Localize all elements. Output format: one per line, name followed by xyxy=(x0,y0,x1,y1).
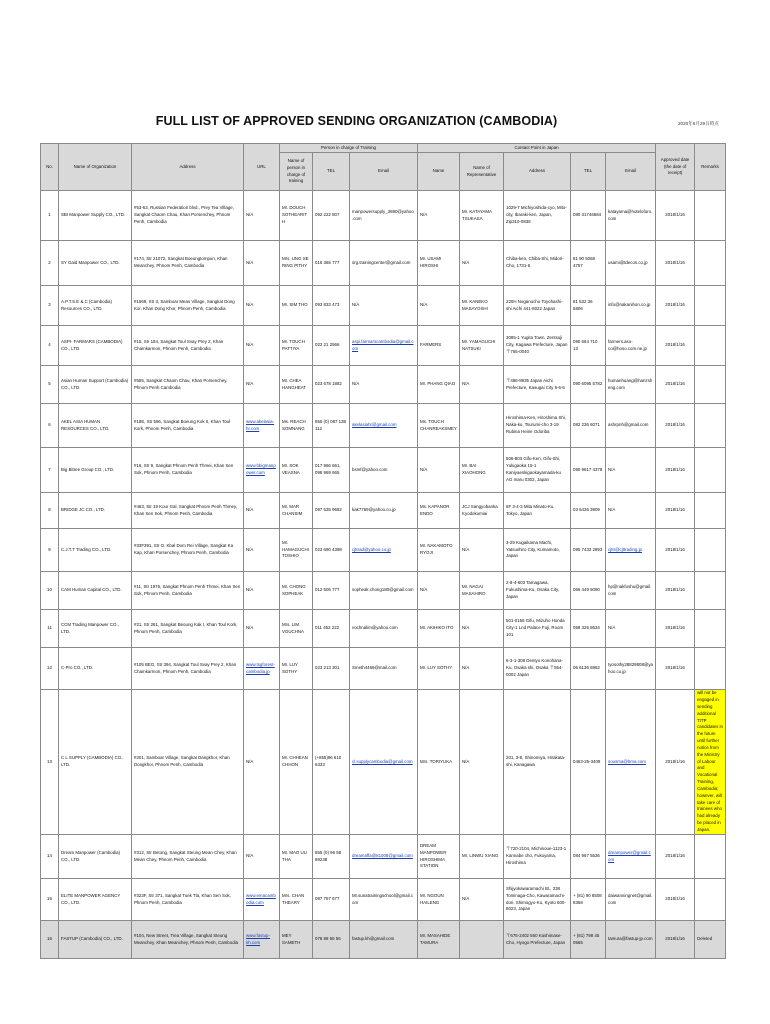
cell-address-jp: Hiroshima-Ken, Hiroshima Shi, Naka-ku, Tsurumi-cho 3-19 Rubina Heine Odoriba xyxy=(504,404,571,448)
cell-org: A.P.T.S.E & C (Cambodia) Resources CO., LTD. xyxy=(59,286,132,326)
table-row xyxy=(41,448,726,493)
cell-approved: 2018/1/16 xyxy=(656,404,695,448)
cell-remarks xyxy=(695,448,726,493)
cell-rep: Mr. NAGAI MASAHIRO xyxy=(460,572,504,610)
cell-no: 1 xyxy=(41,191,59,241)
col-tel-jp: TEL xyxy=(571,153,606,191)
cell-no: 5 xyxy=(41,366,59,404)
cell-tel: 012 505 777 xyxy=(313,572,350,610)
cell-address-jp: 1029-7 Michiyoshida-cyo, Mito-city, Ibaraki-ken, Japan, Zip310-0836 xyxy=(504,191,571,241)
cell-url: N/A xyxy=(244,326,280,366)
cell-url: N/A xyxy=(244,529,280,572)
cell-name: FARMERS xyxy=(418,326,460,366)
website-link[interactable]: www.emacambodia.com xyxy=(246,892,276,905)
cell-name: N/A xyxy=(418,286,460,326)
cell-rep: N/A xyxy=(460,241,504,286)
col-approved: Approved date (the date of receipt) xyxy=(656,144,695,191)
cell-tel-jp: 058 326 8634 xyxy=(571,610,606,648)
cell-tel-jp: 090 9617 4378 xyxy=(571,448,606,493)
cell-rep: N/A xyxy=(460,690,504,835)
cell-tel-jp: 06 6136 6962 xyxy=(571,648,606,690)
cell-email-jp: hp@nakfoshu@gmail.com xyxy=(606,572,656,610)
cell-approved: 2018/1/16 xyxy=(656,241,695,286)
table-row xyxy=(41,366,726,404)
email-link[interactable]: dreampower@gmail.com xyxy=(608,849,651,862)
cell-address: #323F, Str 371, Sangkat Tuek Tla, Khan Sen Sok, Phnom Penh, Cambodia xyxy=(132,879,244,921)
cell-url: N/A xyxy=(244,241,280,286)
cell-address-jp: 6F 3-4-3 Mita Minato-Ku, Tokyo, Japan xyxy=(504,493,571,529)
cell-no: 6 xyxy=(41,404,59,448)
cell-email: Smeth4469@mail.com xyxy=(350,648,418,690)
cell-email: kak7769@yahoo.co.jp xyxy=(350,493,418,529)
col-rep: Name of Representative xyxy=(460,153,504,191)
cell-remarks xyxy=(695,241,726,286)
col-group-contact: Contact Point in Japan xyxy=(418,144,656,153)
email-link[interactable]: cjttrad@yahoo.co.jp xyxy=(352,546,391,552)
cell-name: Mr. MASAHIDE TAMURA xyxy=(418,921,460,959)
cell-remarks xyxy=(695,191,726,241)
cell-no: 8 xyxy=(41,493,59,529)
cell-org: CAM Human Capital CO., LTD. xyxy=(59,572,132,610)
email-link[interactable]: cjttr@cjttrading.jp xyxy=(608,546,642,552)
cell-tel: (+855)96 610 6333 xyxy=(313,690,350,835)
cell-approved: 2018/1/16 xyxy=(656,286,695,326)
cell-tel-jp: 084 967 5536 xyxy=(571,835,606,879)
cell-address-jp: 220H Noganocho Toyohashi-shi Aichi 441-8022 Japan xyxy=(504,286,571,326)
col-address-jp: Address xyxy=(504,153,571,191)
cell-email-jp: tyosothy28829808@yahoo.co.jp xyxy=(606,648,656,690)
table-row xyxy=(41,493,726,529)
cell-email-jp: katayama@hotelofuro.com xyxy=(606,191,656,241)
cell-approved: 2018/1/16 xyxy=(656,879,695,921)
cell-org: SBI Manpower Supply CO., LTD. xyxy=(59,191,132,241)
table-row xyxy=(41,241,726,286)
cell-address-jp: 201, 3-8, Shinomiya, Hirakata-shi, Kanagawa xyxy=(504,690,571,835)
cell-rep: N/A xyxy=(460,366,504,404)
email-link[interactable]: cl.supplycambodia@gmail.com xyxy=(352,758,413,764)
cell-url xyxy=(244,448,280,493)
cell-person: Mr. SIM THO xyxy=(280,286,313,326)
cell-name: N/A xyxy=(418,191,460,241)
col-tel: TEL xyxy=(313,153,350,191)
cell-name: Mr. NGOUN HAILENG xyxy=(418,879,460,921)
cell-address-jp: 6-3-1-308 Dentyo Konohana-Ku, Osaka shi, Osaka 〒554-0002 Japan xyxy=(504,648,571,690)
cell-remarks xyxy=(695,879,726,921)
cell-approved: 2018/1/16 xyxy=(656,529,695,572)
cell-approved: 2018/1/16 xyxy=(656,191,695,241)
organization-table xyxy=(40,143,726,959)
cell-address: #16, Str 9, Sangkat Phnom Penh Thmei, Khan Sen Sok, Phnom Penh, Cambodia xyxy=(132,448,244,493)
cell-remarks: will not be engaged in sending additional TITP candidates in the future until further notice from the Ministry of Labour and Vocational Training, Cambodia; however, will take care of trainees who had already be placed in Japan. xyxy=(695,690,726,835)
cell-email-jp: usami@tdecos.co.jp xyxy=(606,241,656,286)
cell-url: N/A xyxy=(244,835,280,879)
cell-email: manpowersupply_3690@yahoo.com xyxy=(350,191,418,241)
cell-url xyxy=(244,879,280,921)
cell-remarks xyxy=(695,493,726,529)
cell-url xyxy=(244,648,280,690)
cell-address-jp: 3-29 Kugaikama Machi, Yatsushiro City, Kumamoto, Japan xyxy=(504,529,571,572)
cell-no: 9 xyxy=(41,529,59,572)
cell-no: 16 xyxy=(41,921,59,959)
cell-address-jp: 506-803 Gifu-Ken, Gifu-Shi, Yukigaoka 15-1 Kaniyaeskigaokayamada-ku AG maru 0302, Japan xyxy=(504,448,571,493)
cell-url: N/A xyxy=(244,191,280,241)
cell-url: N/A xyxy=(244,572,280,610)
cell-tel: 017 966 661, 098 969 665 xyxy=(313,448,350,493)
cell-name: N/A xyxy=(418,448,460,493)
cell-email-jp: ashrpnh@gmail.com xyxy=(606,404,656,448)
cell-tel-jp: 090 664 710 13 xyxy=(571,326,606,366)
cell-tel: 078 88 56 56 xyxy=(313,921,350,959)
cell-tel: 093 833 473 xyxy=(313,286,350,326)
cell-email: N/A xyxy=(350,286,418,326)
cell-name: Ms. TOUCH CHANREAKSMEY xyxy=(418,404,460,448)
cell-approved: 2018/1/16 xyxy=(656,448,695,493)
cell-name: Mr. PHANG QIAO xyxy=(418,366,460,404)
cell-rep xyxy=(460,921,504,959)
col-no: No. xyxy=(41,144,59,191)
cell-tel: 011 452 222 xyxy=(313,610,350,648)
cell-rep: JCJ Sangyobanka Kyodokumiai xyxy=(460,493,504,529)
cell-rep: Mr. KANEKO MASAYOSHI xyxy=(460,286,504,326)
cell-email: bsmf@yahoo.com xyxy=(350,448,418,493)
cell-address: #21, Str 261, Sangkat Beoung Kak I, Khan Toul Kork, Phnom Penh, Cambodia xyxy=(132,610,244,648)
cell-email-jp xyxy=(606,529,656,572)
cell-tel: 097 535 9682 xyxy=(313,493,350,529)
table-row xyxy=(41,191,726,241)
cell-org: CCM Trading Manpower CO., LTD. xyxy=(59,610,132,648)
cell-email: N/A xyxy=(350,366,418,404)
cell-name: Mr. AKIHIKO ITO xyxy=(418,610,460,648)
website-link[interactable]: www.bbigmanpower.com xyxy=(246,463,276,475)
cell-tel-jp: 81 90 5068 4757 xyxy=(571,241,606,286)
cell-remarks xyxy=(695,366,726,404)
cell-email-jp: tamura@fastup-jp.com xyxy=(606,921,656,959)
cell-person: Mr. MAR CHANSIM xyxy=(280,493,313,529)
cell-remarks xyxy=(695,286,726,326)
cell-tel: 855 (0) 087 138 112 xyxy=(313,404,350,448)
cell-email-jp xyxy=(606,690,656,835)
cell-address: #53-63, Russian Federation blvd., Prey Tea Village, Sangkat Chaom Chau, Khan Porsenchey, Phnom Penh, Cambodia xyxy=(132,191,244,241)
cell-name: Mrs. TORIYUKA xyxy=(418,690,460,835)
table-row xyxy=(41,648,726,690)
cell-person: Mr. CHEA HANGHEAT xyxy=(280,366,313,404)
cell-address-jp: 〒720-2104, Michinoue-1123-1 Kannabe cho, Fukuyama, Hiroshima xyxy=(504,835,571,879)
col-email-jp: Email xyxy=(606,153,656,191)
cell-tel-jp: 81 532 36 5806 xyxy=(571,286,606,326)
cell-email-jp: humanhuang@hanzsheng.com xyxy=(606,366,656,404)
cell-remarks: Deleted xyxy=(695,921,726,959)
cell-address: #18E, Str 596, Sangkat Boeung Kok II, Khan Toul Kork, Phnom Penh, Cambodia xyxy=(132,404,244,448)
cell-rep: Mr. YAMAGUCHI NATSUKI xyxy=(460,326,504,366)
cell-no: 14 xyxy=(41,835,59,879)
cell-person: Mr. LUY SOTHY xyxy=(280,648,313,690)
table-row xyxy=(41,921,726,959)
cell-tel: 092 222 807 xyxy=(313,191,350,241)
cell-org: Asian Human Support (Cambodia) CO., LTD. xyxy=(59,366,132,404)
table-row xyxy=(41,326,726,366)
cell-no: 2 xyxy=(41,241,59,286)
cell-email-jp: info@nakanihon.co.jp xyxy=(606,286,656,326)
cell-org: FASTUP (Cambodia) CO., LTD. xyxy=(59,921,132,959)
cell-email-jp xyxy=(606,835,656,879)
cell-tel-jp: 080 31746684 xyxy=(571,191,606,241)
cell-address-jp: 2-8-4-603 Tamagawa, Fukushima-Ku, Osaka City, Japan xyxy=(504,572,571,610)
cell-no: 11 xyxy=(41,610,59,648)
cell-url: N/A xyxy=(244,610,280,648)
cell-address: #312, Str Betong, Sangkat Steung Mean Chey, Khan Mean Chey, Phnom Penh, Cambodia xyxy=(132,835,244,879)
cell-url: N/A xyxy=(244,493,280,529)
cell-org: ELITE MANPOWER AGENCY CO., LTD. xyxy=(59,879,132,921)
cell-tel: 855 (0) 96 58 89238 xyxy=(313,835,350,879)
cell-address: #11, Str 1976, Sangkat Phnom Penh Thmei, Khan Sen Sok, Phnom Penh, Cambodia xyxy=(132,572,244,610)
cell-address: #174, Str 21072, Sangkat Boeungtompun, Khan Meanchey, Phnom Penh, Cambodia xyxy=(132,241,244,286)
cell-rep: N/A xyxy=(460,529,504,572)
cell-address-jp: 〒486-8935 Japan Aichi Prefecture, Kasugai City 6-6-6 xyxy=(504,366,571,404)
cell-org: C L SUPPLY (CAMBODIA) CO., LTD. xyxy=(59,690,132,835)
cell-address: #33F391, Str O. Kbal Dom Rei Village, Sangkat Ka Kap, Khan Porsenchey, Phnom Penh, Cambodia xyxy=(132,529,244,572)
cell-remarks xyxy=(695,572,726,610)
cell-address: #15, Str 184, Sangkat Toul Svay Prey 2, Khan Chamkarmon, Phnom Penh, Cambodia xyxy=(132,326,244,366)
cell-email xyxy=(350,835,418,879)
document-date: 2020年6月29日時点 xyxy=(678,121,719,126)
cell-url: N/A xyxy=(244,690,280,835)
cell-remarks xyxy=(695,648,726,690)
cell-rep: N/A xyxy=(460,879,504,921)
cell-person: MEY SAMETH xyxy=(280,921,313,959)
cell-address-jp: 501-0156 Gifu, Mizuho Honda City-1 Lnd Palace Fuji, Room 101 xyxy=(504,610,571,648)
cell-address-jp: 〒675-2402 560 Kashimase-Cho, Hyogo Prefecture, Japan xyxy=(504,921,571,959)
cell-address: #463, Str 19 Kour Gal, Sangkat Phnom Penh Thmey, Khan Sen Sok, Phnom Penh, Cambodia xyxy=(132,493,244,529)
cell-url xyxy=(244,404,280,448)
cell-address-jp: Chiba-ken, Chiba-Shi, Midori-Cho, 1731-6 xyxy=(504,241,571,286)
cell-name: Ms. KAPANOR ENDO xyxy=(418,493,460,529)
table-row xyxy=(41,572,726,610)
cell-person: Ms. REACH SOMNANG xyxy=(280,404,313,448)
col-url: URL xyxy=(244,144,280,191)
cell-person: Mr. CHONG SOPHEAK xyxy=(280,572,313,610)
cell-no: 4 xyxy=(41,326,59,366)
cell-address: #1669, Str 3, Samboar Meas Village, Sangkat Dong Kor, Khan Dong Khor, Phnom Penh, Cambodia xyxy=(132,286,244,326)
cell-name: Mr. USAMI HIROSHI xyxy=(418,241,460,286)
cell-org: AKEL ASIA HUMAN RESOURCES CO., LTD. xyxy=(59,404,132,448)
cell-rep xyxy=(460,404,504,448)
cell-tel: 016 365 777 xyxy=(313,241,350,286)
cell-email-jp: farmers.aso-co@hoso.com.ne.jp xyxy=(606,326,656,366)
cell-rep: Mr. KATAYAMA TSUKASA xyxy=(460,191,504,241)
cell-tel: 023 21 2566 xyxy=(313,326,350,366)
table-row xyxy=(41,404,726,448)
cell-no: 13 xyxy=(41,690,59,835)
cell-person: Mr. DOUCH SOTHEARITH xyxy=(280,191,313,241)
cell-tel: 023 690 4398 xyxy=(313,529,350,572)
col-person-name: Name of person in charge of training xyxy=(280,153,313,191)
cell-no: 10 xyxy=(41,572,59,610)
cell-approved: 2018/1/16 xyxy=(656,921,695,959)
cell-tel-jp: 03 6436 3909 xyxy=(571,493,606,529)
cell-remarks xyxy=(695,529,726,572)
website-link[interactable]: www.fastup-kh.com xyxy=(246,932,270,945)
email-link[interactable]: aspi.farmarscambodia@gmail.com xyxy=(352,338,414,351)
cell-person: Mrs. CHAN THEARY xyxy=(280,879,313,921)
cell-rep: Mr. BAI XIAOHONG xyxy=(460,448,504,493)
cell-rep: N/A xyxy=(460,648,504,690)
cell-person: Mr. HAMAGUCHI TOSHIO xyxy=(280,529,313,572)
cell-name: N/A xyxy=(418,572,460,610)
cell-tel: 023 213 301 xyxy=(313,648,350,690)
cell-email-jp: N/A xyxy=(606,493,656,529)
email-link[interactable]: sousma@bma.com xyxy=(608,758,646,764)
table-row xyxy=(41,690,726,835)
cell-remarks xyxy=(695,326,726,366)
cell-name: Mr. LUY SOTHY xyxy=(418,648,460,690)
cell-no: 15 xyxy=(41,879,59,921)
cell-org: BRIDGE JC CO., LTD. xyxy=(59,493,132,529)
cell-person: Mr. CHHEAN CHHON xyxy=(280,690,313,835)
cell-rep: N/A xyxy=(460,610,504,648)
cell-no: 7 xyxy=(41,448,59,493)
cell-address: #104, New Street, Trea Village, Sangkat Steung Meanchey, Khan Meanchey, Phnom Penh, Cambodia xyxy=(132,921,244,959)
cell-email xyxy=(350,326,418,366)
cell-person: Mrs. UNG SE RING PITHY xyxy=(280,241,313,286)
col-email: Email xyxy=(350,153,418,191)
cell-tel: 023 678 1882 xyxy=(313,366,350,404)
cell-person: Mr. TOUCH PATTIYA xyxy=(280,326,313,366)
table-row xyxy=(41,529,726,572)
cell-address-jp: Shijyokawaramachi Bl., 338 Tominaga-Cho, Kawaramachi-dori, Shimogyo-Ku, Kyoto 600-8023, Japan xyxy=(504,879,571,921)
cell-person: Mr. MAO UU THA xyxy=(280,835,313,879)
cell-tel: 087 767 677 xyxy=(313,879,350,921)
cell-tel-jp: 066 449 5090 xyxy=(571,572,606,610)
cell-tel-jp: 090 7433 2893 xyxy=(571,529,606,572)
page-title: FULL LIST OF APPROVED SENDING ORGANIZATION (CAMBODIA) xyxy=(155,114,558,128)
table-row xyxy=(41,610,726,648)
col-group-person: Person in charge of Training xyxy=(280,144,418,153)
cell-remarks xyxy=(695,404,726,448)
table-row xyxy=(41,879,726,921)
cell-approved: 2018/1/16 xyxy=(656,493,695,529)
cell-email-jp: N/A xyxy=(606,610,656,648)
cell-tel-jp: 090 6095 5782 xyxy=(571,366,606,404)
cell-no: 3 xyxy=(41,286,59,326)
cell-address-jp: 3085-1 Yugita Town, Zentsuji City, Kagawa Prefecture, Japan 〒765-0040 xyxy=(504,326,571,366)
cell-address: #201, Samboar Village, Sangkat Dangkhor, Khan Dongkhor, Phnom Penh, Cambodia xyxy=(132,690,244,835)
cell-org: Dream Manpower (Cambodia) CO., LTD. xyxy=(59,835,132,879)
cell-name: Mr. NAKAMOTO RYOJI xyxy=(418,529,460,572)
cell-email: srg.trainingcenter@gmail.com xyxy=(350,241,418,286)
cell-approved: 2018/1/16 xyxy=(656,690,695,835)
cell-org: SY Gaid Manpower CO., LTD. xyxy=(59,241,132,286)
cell-approved: 2018/1/16 xyxy=(656,835,695,879)
cell-email: vochnalim@yahoo.com xyxy=(350,610,418,648)
cell-email-jp: N/A xyxy=(606,448,656,493)
cell-approved: 2018/1/16 xyxy=(656,326,695,366)
cell-url: N/A xyxy=(244,366,280,404)
website-link[interactable]: www.akelasia-hr.com xyxy=(246,418,275,431)
cell-url xyxy=(244,921,280,959)
cell-no: 12 xyxy=(41,648,59,690)
cell-address: #105 BEG, Str 394, Sangkat Toul Svay Prey 2, Khan Chamkarmon, Phnom Penh, Cambodia xyxy=(132,648,244,690)
cell-email: Mr.sunatrainingschool@gmail.com xyxy=(350,879,418,921)
cell-org: ASPI- FARMARS (CAMBODIA) CO., LTD. xyxy=(59,326,132,366)
cell-email-jp: daiwanningnet@gmail.com xyxy=(606,879,656,921)
col-name: Name xyxy=(418,153,460,191)
cell-email: fastup.kh@gmail.com xyxy=(350,921,418,959)
cell-person: Mr. SOK VEASNA xyxy=(280,448,313,493)
cell-tel-jp: 0463-25-3409 xyxy=(571,690,606,835)
cell-email: sopheak.chong180@gmail.com xyxy=(350,572,418,610)
cell-remarks xyxy=(695,610,726,648)
table-row xyxy=(41,835,726,879)
cell-org: Big Bitree Group CO., LTD. xyxy=(59,448,132,493)
email-link[interactable]: dreamaffa@81008@gmail.com xyxy=(352,853,413,859)
cell-email xyxy=(350,690,418,835)
col-address: Address xyxy=(132,144,244,191)
cell-tel-jp: 082 236 6071 xyxy=(571,404,606,448)
cell-approved: 2018/1/16 xyxy=(656,610,695,648)
cell-email xyxy=(350,404,418,448)
email-link[interactable]: akelasiahr@gmail.com xyxy=(352,422,397,428)
cell-name: DREAM MANPOWER HIROSHIMA STATION xyxy=(418,835,460,879)
cell-person: Mrs. LIM VOUCHNA xyxy=(280,610,313,648)
cell-remarks xyxy=(695,835,726,879)
cell-tel-jp: + (81) 90 8508 8368 xyxy=(571,879,606,921)
cell-tel-jp: + (81) 798 45 0565 xyxy=(571,921,606,959)
cell-url: N/A xyxy=(244,286,280,326)
cell-org: C-Pro CO., LTD. xyxy=(59,648,132,690)
cell-rep: Mr. LINWU XIANG xyxy=(460,835,504,879)
cell-approved: 2018/1/16 xyxy=(656,366,695,404)
website-link[interactable]: www.tsgforest-cambodia.jp xyxy=(246,661,275,674)
cell-approved: 2018/1/16 xyxy=(656,572,695,610)
col-remarks: Remarks xyxy=(695,144,726,191)
cell-email xyxy=(350,529,418,572)
cell-address: #555, Sangkat Chaom Chau, Khan Porsenchey, Phnom Penh Cambodia xyxy=(132,366,244,404)
cell-approved: 2018/1/16 xyxy=(656,648,695,690)
table-row xyxy=(41,286,726,326)
cell-org: C.J.T.T Trading CO., LTD. xyxy=(59,529,132,572)
col-org: Name of Organization xyxy=(59,144,132,191)
